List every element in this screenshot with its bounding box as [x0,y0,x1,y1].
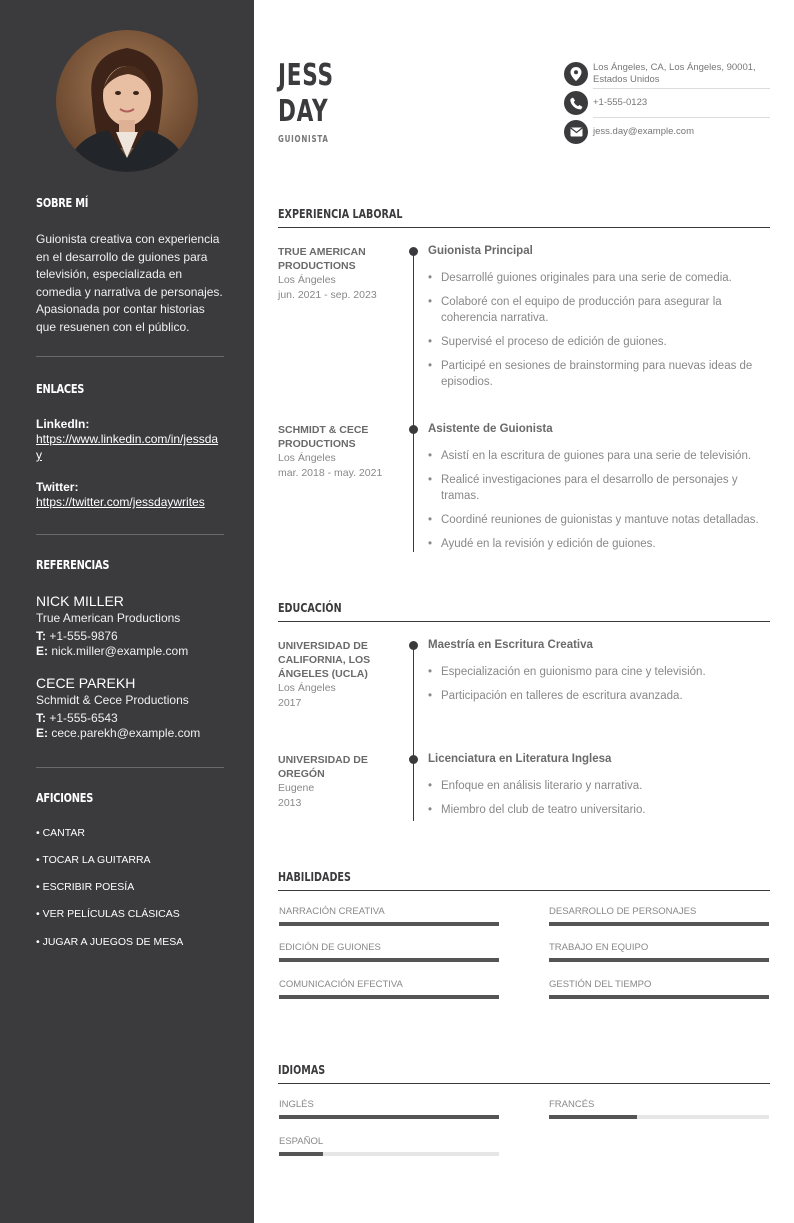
sidebar-divider [36,534,224,535]
language-bar [279,1152,499,1156]
list-item: • Especialización en guionismo para cine y televisión. [428,664,770,680]
about-body [36,231,224,336]
sidebar-divider [36,356,224,357]
section-divider [278,621,770,622]
skill-bar-fill [549,958,769,962]
reference-company: Schmidt & Cece Productions [36,693,189,707]
phone-icon [564,91,588,115]
timeline-line [413,252,414,552]
list-item: • Supervisé el proceso de edición de guiones. [428,334,770,350]
list-item: • Asistí en la escritura de guiones para una serie de televisión. [428,448,770,464]
skill-item [548,942,768,953]
links-section [36,382,224,396]
phone-text: +1-555-0123 [593,97,648,108]
job-title: Asistente de Guionista [428,423,553,435]
skill-item [278,979,498,990]
linkedin-link[interactable]: https://www.linkedin.com/in/jessday [36,432,219,462]
address-text: Los Ángeles, CA, Los Ángeles, 90001, Estados Unidos [593,62,756,85]
links-title: ENLACES [36,382,85,396]
skill-bar [279,922,499,926]
link-linkedin [36,417,224,463]
references-section [36,558,224,572]
job-dates: jun. 2021 - sep. 2023 [278,289,377,301]
skill-item [548,979,768,990]
list-item: • Participé en sesiones de brainstorming para nuevas ideas de episodios. [428,358,770,390]
list-item: • Realicé investigaciones para el desarrollo de personajes y tramas. [428,472,770,504]
list-item: • Ayudé en la revisión y edición de guiones. [428,536,770,552]
reference-item [36,675,224,740]
skill-item [278,942,498,953]
section-divider [278,227,770,228]
email-label: E: [36,644,48,658]
language-bar [549,1115,769,1119]
phone-label: T: [36,629,46,643]
experience-title: EXPERIENCIA LABORAL [278,207,403,221]
skill-bar [279,958,499,962]
company-location: Los Ángeles [278,452,336,464]
language-name: ESPAÑOL [279,1136,324,1147]
link-twitter [36,480,224,510]
experience-meta [278,423,398,481]
language-item [548,1099,768,1110]
list-item: • Miembro del club de teatro universitario. [428,802,770,818]
reference-name: CECE PAREKH [36,675,136,691]
reference-item [36,593,224,658]
about-title: SOBRE MÍ [36,196,89,210]
language-bar-fill [279,1115,499,1119]
twitter-label: Twitter: [36,480,79,494]
skill-bar-fill [279,958,499,962]
skills-title: HABILIDADES [278,870,351,884]
last-name: DAY [278,94,329,129]
reference-email-value: nick.miller@example.com [51,644,189,658]
experience-meta [278,245,398,303]
envelope-icon [564,120,588,144]
education-meta [278,639,398,711]
timeline-dot [409,247,418,256]
school-name: UNIVERSIDAD DE OREGÓN [278,754,368,780]
about-text: Guionista creativa con experiencia en el desarrollo de guiones para televisión, especializada en comedia y narrativa de personajes. Apasionada por contar historias que resuenen con el público. [36,232,223,334]
timeline-line [413,646,414,821]
timeline-dot [409,755,418,764]
skill-bar [549,995,769,999]
language-bar-fill [549,1115,637,1119]
language-bar [279,1115,499,1119]
skill-bar [549,958,769,962]
degree-title: Licenciatura en Literatura Inglesa [428,753,612,765]
timeline-dot [409,641,418,650]
school-location: Eugene [278,782,315,794]
skill-name: DESARROLLO DE PERSONAJES [549,906,697,917]
company-location: Los Ángeles [278,274,336,286]
reference-email-value: cece.parekh@example.com [51,726,201,740]
reference-name: NICK MILLER [36,593,124,609]
linkedin-label: LinkedIn: [36,417,90,431]
hobby-item: • VER PELÍCULAS CLÁSICAS [36,908,180,920]
skill-item [548,906,768,917]
sidebar [0,0,254,1223]
hobby-item: • TOCAR LA GUITARRA [36,854,151,866]
graduation-year: 2013 [278,797,302,809]
graduation-year: 2017 [278,697,302,709]
email-label: E: [36,726,48,740]
list-item: • Enfoque en análisis literario y narrativa. [428,778,770,794]
hobby-item: • CANTAR [36,827,85,839]
reference-phone-value: +1-555-9876 [49,629,118,643]
job-role: GUIONISTA [278,134,329,145]
section-divider [278,1083,770,1084]
about-section [36,196,224,210]
avatar [56,30,198,172]
school-location: Los Ángeles [278,682,336,694]
job-bullets [428,448,770,560]
degree-bullets [428,664,770,712]
skill-name: TRABAJO EN EQUIPO [549,942,649,953]
reference-phone [36,629,224,643]
skill-name: GESTIÓN DEL TIEMPO [549,979,652,990]
skill-bar [279,995,499,999]
job-dates: mar. 2018 - may. 2021 [278,467,383,479]
skill-name: COMUNICACIÓN EFECTIVA [279,979,403,990]
skill-name: EDICIÓN DE GUIONES [279,942,381,953]
first-name: JESS [278,58,334,93]
reference-email [36,726,224,740]
hobbies-section [36,791,224,805]
location-pin-icon [564,62,588,86]
list-item: • Colaboré con el equipo de producción para asegurar la coherencia narrativa. [428,294,770,326]
job-title: Guionista Principal [428,245,533,257]
reference-email [36,644,224,658]
contact-divider [593,117,770,118]
language-bar-fill [279,1152,323,1156]
skill-bar-fill [549,995,769,999]
list-item: • Desarrollé guiones originales para una serie de comedia. [428,270,770,286]
contact-divider [593,88,770,89]
list-item: • Participación en talleres de escritura avanzada. [428,688,770,704]
language-item [278,1136,498,1147]
job-bullets [428,270,770,398]
company-name: TRUE AMERICAN PRODUCTIONS [278,246,366,272]
profile-photo [56,30,198,172]
skill-name: NARRACIÓN CREATIVA [279,906,385,917]
school-name: UNIVERSIDAD DE CALIFORNIA, LOS ÁNGELES (UCLA) [278,640,371,680]
degree-bullets [428,778,770,826]
twitter-link[interactable]: https://twitter.com/jessdaywrites [36,495,205,509]
reference-phone [36,711,224,725]
skill-bar-fill [279,995,499,999]
skill-bar [549,922,769,926]
reference-phone-value: +1-555-6543 [49,711,118,725]
degree-title: Maestría en Escritura Creativa [428,639,593,651]
hobby-item: • ESCRIBIR POESÍA [36,881,135,893]
skill-bar-fill [549,922,769,926]
skill-bar-fill [279,922,499,926]
education-meta [278,753,398,811]
languages-title: IDIOMAS [278,1063,326,1077]
hobbies-title: AFICIONES [36,791,94,805]
phone-label: T: [36,711,46,725]
section-divider [278,890,770,891]
list-item: • Coordiné reuniones de guionistas y mantuve notas detalladas. [428,512,770,528]
hobby-item: • JUGAR A JUEGOS DE MESA [36,936,184,948]
email-text[interactable]: jess.day@example.com [593,126,694,137]
language-name: FRANCÉS [549,1099,595,1110]
skill-item [278,906,498,917]
timeline-dot [409,425,418,434]
language-name: INGLÉS [279,1099,314,1110]
references-title: REFERENCIAS [36,558,110,572]
company-name: SCHMIDT & CECE PRODUCTIONS [278,424,369,450]
education-title: EDUCACIÓN [278,601,342,615]
language-item [278,1099,498,1110]
reference-company: True American Productions [36,611,181,625]
sidebar-divider [36,767,224,768]
